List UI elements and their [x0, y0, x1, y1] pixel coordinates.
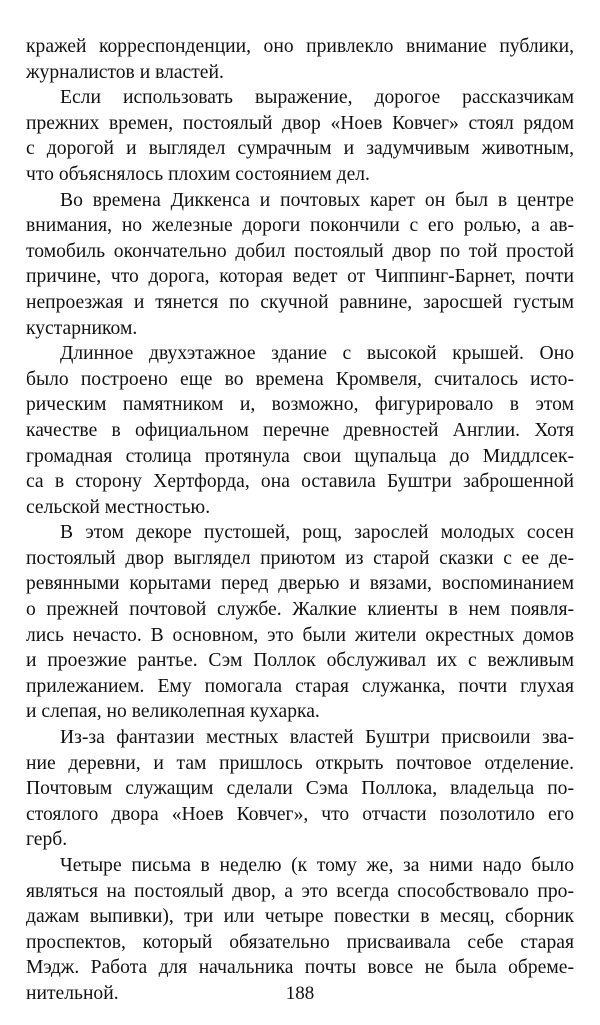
- paragraph-1: [26, 34, 574, 85]
- text-line: дажам выпивки), три или четыре повестки в месяц, сборник: [26, 906, 574, 928]
- text-line: и проезжие рантье. Сэм Поллок обслуживал их с вежливым: [26, 650, 574, 672]
- text-line: громадная столица протянула свои щупальца до Миддлсек-: [26, 445, 574, 467]
- text-line: непроезжая и тянется по скучной равнине, заросшей густым: [26, 291, 574, 313]
- text-line: прежних времен, постоялый двор «Ноев Ковчег» стоял рядом: [26, 112, 574, 134]
- page-text: [26, 34, 574, 1007]
- text-line: причине, что дорога, которая ведет от Чиппинг-Барнет, почти: [26, 266, 574, 288]
- text-line: прилежанием. Ему помогала старая служанка, почти глухая: [26, 675, 574, 697]
- text-line: ревянными корытами перед дверью и вязами, воспоминанием: [26, 573, 574, 595]
- text-line: герб.: [26, 829, 68, 851]
- text-line: Четыре письма в неделю (к тому же, за ними надо было: [60, 855, 574, 876]
- text-line: кражей корреспонденции, оно привлекло внимание публики,: [26, 36, 574, 57]
- text-line: томобиль окончательно добил постоялый двор по той простой: [26, 240, 574, 262]
- text-line: лись нечасто. В основном, это были жители окрестных домов: [26, 624, 574, 646]
- text-line: что объяснялось плохим состоянием дел.: [26, 163, 370, 185]
- paragraph-2: [26, 85, 574, 187]
- text-line: Длинное двухэтажное здание с высокой крышей. Оно: [60, 343, 574, 365]
- text-line: являться на постоялый двор, а это всегда способствовало про-: [26, 880, 574, 902]
- text-line: рическим памятником и, возможно, фигурировало в этом: [26, 394, 574, 416]
- text-line: ние деревни, и там пришлось открыть почтовое отделение.: [26, 752, 574, 774]
- text-line: Из-за фантазии местных властей Буштри присвоили зва-: [60, 727, 574, 749]
- text-line: сельской местностью.: [26, 496, 211, 518]
- text-line: было построено еще во времена Кромвеля, считалось исто-: [26, 368, 574, 390]
- text-line: Почтовым служащим сделали Сэма Поллока, владельца по-: [26, 778, 574, 800]
- text-line: са в сторону Хертфорда, она оставила Буштри заброшенной: [26, 471, 574, 493]
- paragraph-3: [26, 188, 574, 342]
- text-line: проспектов, который обязательно присваивала себе старая: [26, 931, 574, 953]
- text-line: нительной.: [26, 982, 119, 1004]
- text-line: стоялого двора «Ноев Ковчег», что отчасти позолотило его: [26, 803, 574, 825]
- text-line: качестве в официальном перечне древностей Англии. Хотя: [26, 419, 574, 441]
- text-line: кустарником.: [26, 317, 138, 339]
- text-line: Мэдж. Работа для начальника почты вовсе не была обреме-: [26, 957, 574, 979]
- paragraph-5: [26, 520, 574, 725]
- page-number: 188: [285, 983, 315, 1004]
- text-line: журналистов и властей.: [26, 61, 224, 83]
- text-line: В этом декоре пустошей, рощ, зарослей молодых сосен: [60, 522, 574, 544]
- paragraph-6: [26, 725, 574, 853]
- text-line: Если использовать выражение, дорогое рассказчикам: [60, 87, 574, 109]
- paragraph-4: [26, 341, 574, 520]
- text-line: внимания, но железные дороги покончили с его ролью, а ав-: [26, 215, 574, 237]
- text-line: о прежней почтовой службе. Жалкие клиенты в нем появля-: [26, 599, 574, 621]
- text-line: с дорогой и выглядел сумрачным и задумчивым животным,: [26, 138, 574, 160]
- text-line: Во времена Диккенса и почтовых карет он был в центре: [60, 189, 574, 211]
- text-line: постоялый двор выглядел приютом из старой сказки с ее де-: [26, 547, 574, 569]
- text-line: и слепая, но великолепная кухарка.: [26, 701, 320, 723]
